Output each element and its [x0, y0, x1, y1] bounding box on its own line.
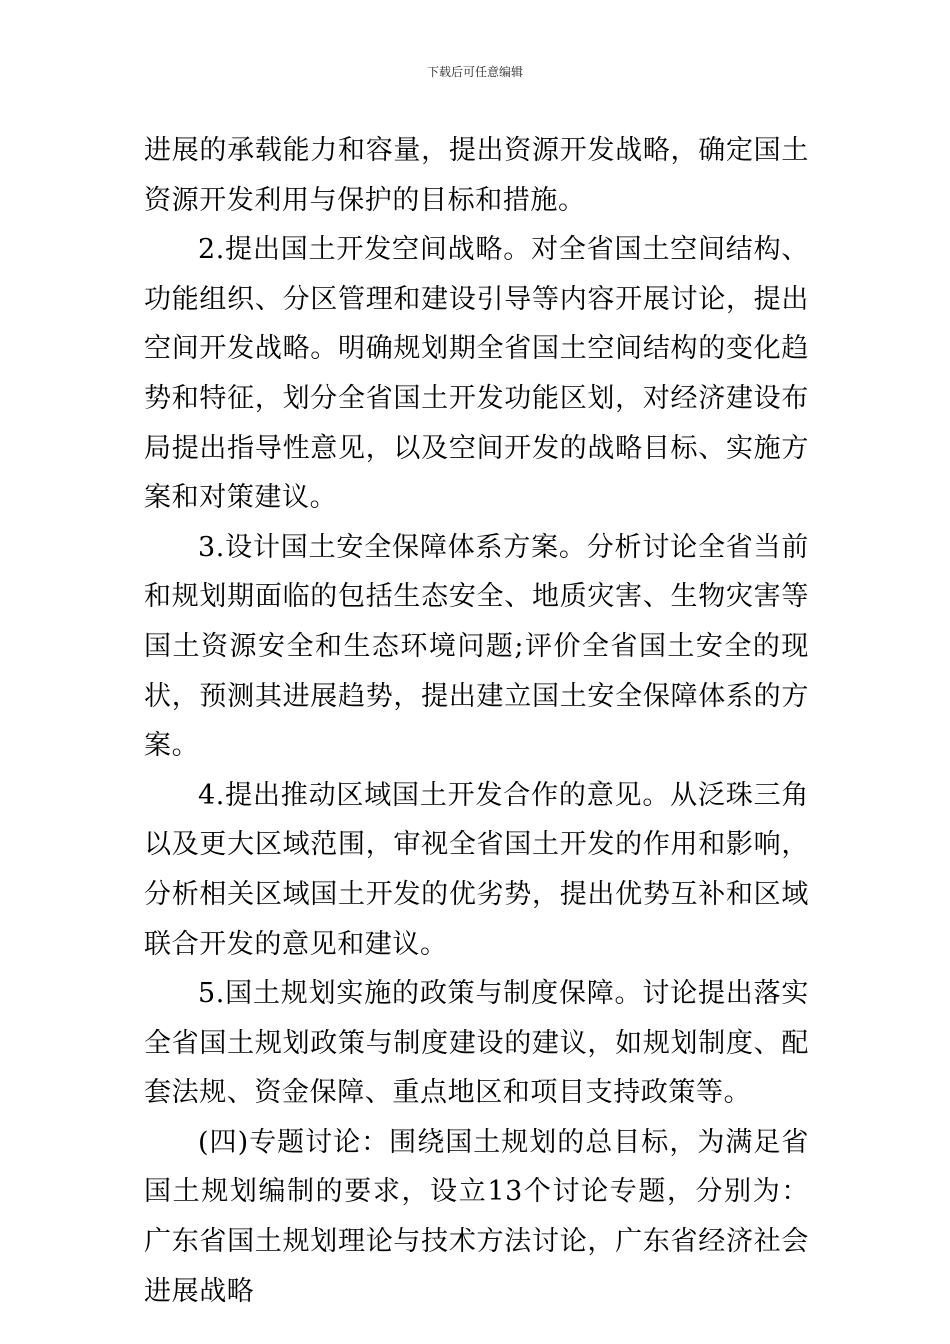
paragraph-item-4: 4.提出推动区域国土开发合作的意见。从泛珠三角以及更大区域范围，审视全省国土开发的作用和影响，分析相关区域国土开发的优劣势，提出优势互补和区域联合开发的意见和建议。	[144, 779, 809, 960]
body-text	[144, 126, 809, 1316]
paragraph-item-5: 5.国土规划实施的政策与制度保障。讨论提出落实全省国土规划政策与制度建设的建议，如规划制度、配套法规、资金保障、重点地区和项目支持政策等。	[144, 978, 809, 1109]
paragraph-item-3: 3.设计国土安全保障体系方案。分析讨论全省当前和规划期面临的包括生态安全、地质灾害、生物灾害等国土资源安全和生态环境问题;评价全省国土安全的现状，预测其进展趋势，提出建立国土安全保障体系的方案。	[144, 531, 809, 762]
page-header: 下载后可任意编辑	[426, 65, 523, 79]
paragraph-continuation: 进展的承载能力和容量，提出资源开发战略，确定国土资源开发利用与保护的目标和措施。	[144, 135, 809, 216]
paragraph-item-2: 2.提出国土开发空间战略。对全省国土空间结构、功能组织、分区管理和建设引导等内容开展讨论，提出空间开发战略。明确规划期全省国土空间结构的变化趋势和特征，划分全省国土开发功能区划，对经济建设布局提出指导性意见，以及空间开发的战略目标、实施方案和对策建议。	[144, 234, 809, 514]
paragraph-section-4: (四)专题讨论：围绕国土规划的总目标，为满足省国土规划编制的要求，设立13个讨论专题，分别为：广东省国土规划理论与技术方法讨论，广东省经济社会进展战略	[144, 1126, 809, 1307]
